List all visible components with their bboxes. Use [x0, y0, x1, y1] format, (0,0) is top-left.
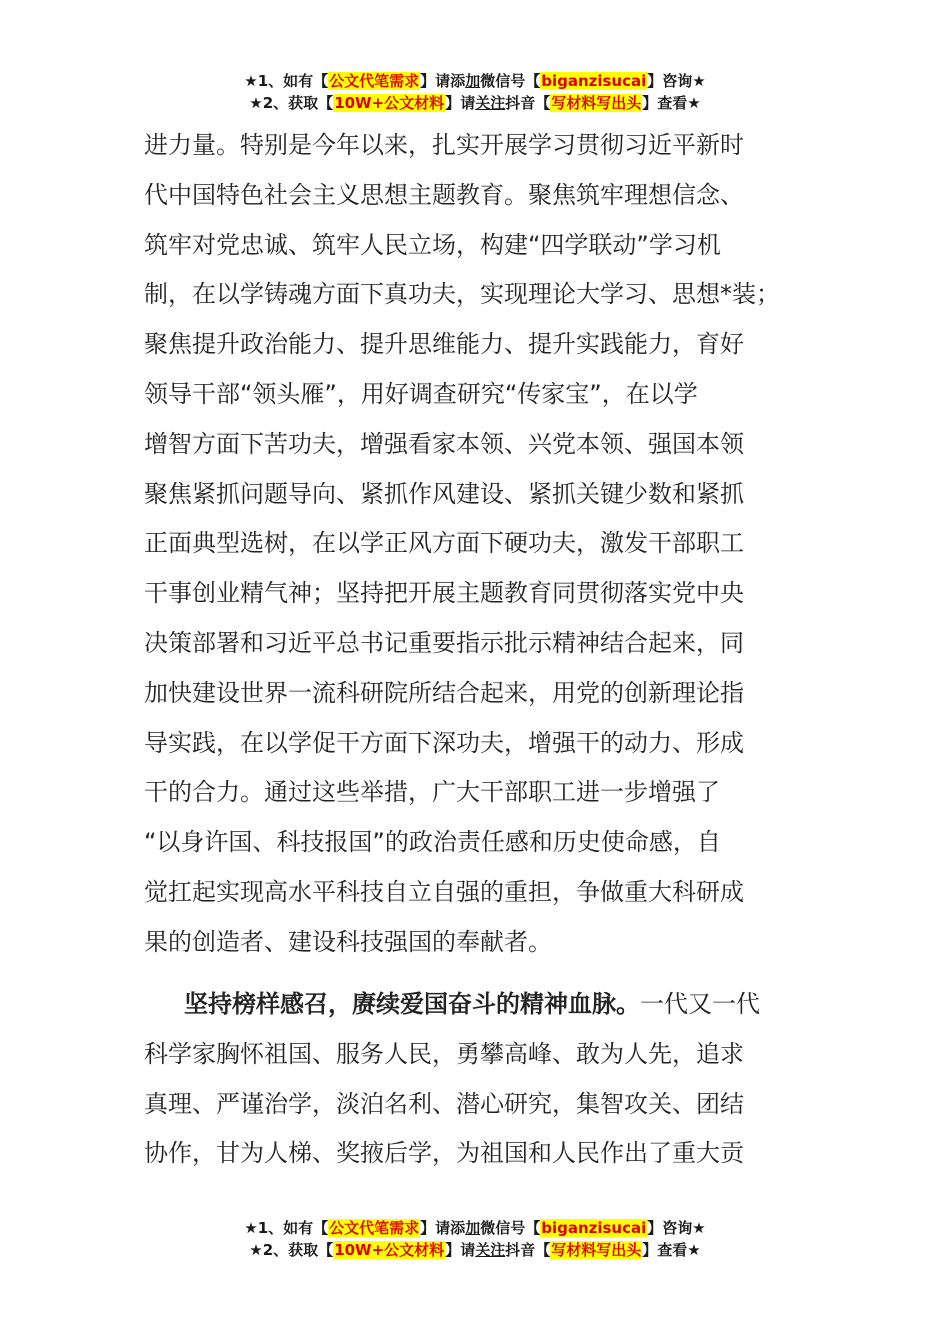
paragraph-2 — [144, 980, 824, 1179]
paragraph-1-line: 正面典型选树，在以学正风方面下硬功夫，激发干部职工 — [144, 529, 744, 558]
header-line-1-prefix: ★1、如有【 — [244, 72, 329, 90]
footer-line-2-underlined: 关注 — [475, 1241, 506, 1259]
paragraph-2-lead-text: 一代又一代 — [640, 990, 760, 1018]
header-banner — [0, 70, 950, 114]
footer-banner — [0, 1217, 950, 1261]
header-line-1 — [0, 70, 950, 92]
footer-highlight-wechat-id: biganzisucai — [541, 1219, 647, 1237]
footer-line-1-prefix: ★1、如有【 — [244, 1219, 329, 1237]
paragraph-1-line: 聚焦提升政治能力、提升思维能力、提升实践能力，育好 — [144, 330, 744, 359]
paragraph-2-first-line — [144, 980, 824, 1030]
paragraph-1-line: 导实践，在以学促干方面下深功夫，增强干的动力、形成 — [144, 728, 744, 757]
header-highlight-douyin-id: 写材料写出头 — [551, 94, 642, 112]
header-highlight-materials: 10W+公文材料 — [334, 94, 445, 112]
footer-line-2-prefix: ★2、获取【 — [249, 1241, 334, 1259]
header-line-2-underlined: 关注 — [475, 94, 506, 112]
paragraph-1-line: 果的创造者、建设科技强国的奉献者。 — [144, 927, 552, 956]
paragraph-1-line: 干的合力。通过这些举措，广大干部职工进一步增强了 — [144, 778, 720, 807]
paragraph-1-line: “以身许国、科技报国”的政治责任感和历史使命感，自 — [144, 828, 721, 857]
header-line-1-mid2: 微信号【 — [480, 72, 541, 90]
footer-line-1 — [0, 1217, 950, 1239]
paragraph-1-line: 进力量。特别是今年以来，扎实开展学习贯彻习近平新时 — [144, 131, 744, 159]
paragraph-2-heading: 坚持榜样感召，赓续爱国奋斗的精神血脉。 — [184, 990, 640, 1018]
header-line-2-prefix: ★2、获取【 — [249, 94, 334, 112]
header-highlight-service: 公文代笔需求 — [329, 72, 420, 90]
footer-highlight-douyin-id: 写材料写出头 — [551, 1241, 642, 1259]
paragraph-2-line: 真理、严谨治学，淡泊名利、潜心研究，集智攻关、团结 — [144, 1089, 744, 1118]
paragraph-1 — [144, 121, 824, 968]
paragraph-1-line: 领导干部“领头雁”，用好调查研究“传家宝”，在以学 — [144, 379, 698, 408]
footer-highlight-service: 公文代笔需求 — [329, 1219, 420, 1237]
footer-line-1-suffix: 】咨询★ — [647, 1219, 706, 1237]
footer-highlight-materials: 10W+公文材料 — [334, 1241, 445, 1259]
footer-line-2-suffix: 】查看★ — [642, 1241, 701, 1259]
header-line-1-suffix: 】咨询★ — [647, 72, 706, 90]
paragraph-2-line: 科学家胸怀祖国、服务人民，勇攀高峰、敢为人先，追求 — [144, 1039, 744, 1068]
header-line-2-mid1: 】请 — [445, 94, 476, 112]
footer-line-1-mid1: 】请添 — [420, 1219, 466, 1237]
paragraph-1-line: 代中国特色社会主义思想主题教育。聚焦筑牢理想信念、 — [144, 180, 744, 209]
header-line-1-mid1: 】请添 — [420, 72, 466, 90]
footer-line-1-underlined: 加 — [465, 1219, 481, 1237]
header-line-2 — [0, 92, 950, 114]
paragraph-1-line: 决策部署和习近平总书记重要指示批示精神结合起来，同 — [144, 628, 744, 657]
paragraph-1-line: 加快建设世界一流科研院所结合起来，用党的创新理论指 — [144, 678, 744, 707]
paragraph-1-line: 筑牢对党忠诚、筑牢人民立场，构建“四学联动”学习机 — [144, 230, 721, 259]
footer-line-2 — [0, 1239, 950, 1261]
paragraph-1-line: 增智方面下苦功夫，增强看家本领、兴党本领、强国本领 — [144, 429, 744, 458]
header-highlight-wechat-id: biganzisucai — [541, 72, 647, 90]
paragraph-2-line: 协作，甘为人梯、奖掖后学，为祖国和人民作出了重大贡 — [144, 1139, 744, 1168]
footer-line-2-mid1: 】请 — [445, 1241, 476, 1259]
paragraph-1-line: 聚焦紧抓问题导向、紧抓作风建设、紧抓关键少数和紧抓 — [144, 479, 744, 508]
header-line-2-mid2: 抖音【 — [505, 94, 551, 112]
header-line-2-suffix: 】查看★ — [642, 94, 701, 112]
footer-line-2-mid2: 抖音【 — [505, 1241, 551, 1259]
footer-line-1-mid2: 微信号【 — [480, 1219, 541, 1237]
paragraph-1-line: 干事创业精气神；坚持把开展主题教育同贯彻落实党中央 — [144, 579, 744, 608]
paragraph-1-line: 制，在以学铸魂方面下真功夫，实现理论大学习、思想*装； — [144, 280, 780, 309]
header-line-1-underlined: 加 — [465, 72, 481, 90]
paragraph-1-line: 觉扛起实现高水平科技自立自强的重担，争做重大科研成 — [144, 877, 744, 906]
